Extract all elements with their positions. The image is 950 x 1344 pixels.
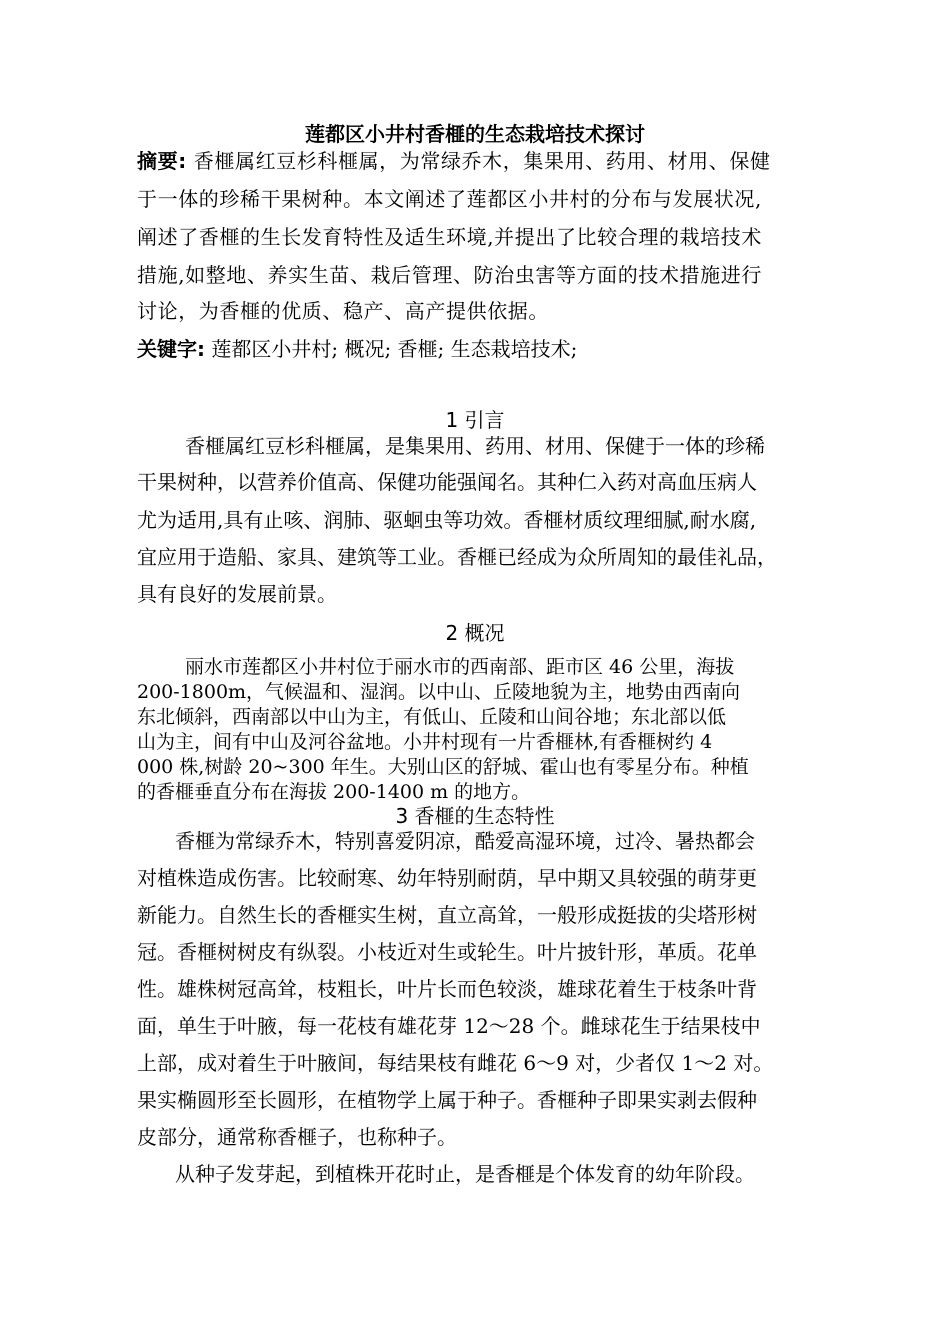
paragraph-line: 宜应用于造船、家具、建筑等工业。香榧已经成为众所周知的最佳礼品， xyxy=(137,545,777,569)
section-heading: 1 引言 xyxy=(445,408,505,432)
paragraph-line: 200-1800m，气候温和、湿润。以中山、丘陵地貌为主，地势由西南向 xyxy=(137,681,741,703)
paragraph-line: 皮部分，通常称香榧子，也称种子。 xyxy=(137,1125,457,1149)
paragraph-line: 新能力。自然生长的香榧实生树，直立高耸，一般形成挺拔的尖塔形树 xyxy=(137,903,757,927)
paragraph-line: 具有良好的发展前景。 xyxy=(137,582,337,606)
paper-title: 莲都区小井村香榧的生态栽培技术探讨 xyxy=(305,122,645,146)
abstract-line: 讨论，为香榧的优质、稳产、高产提供依据。 xyxy=(137,299,549,323)
paragraph-line: 面，单生于叶腋，每一花枝有雄花芽 12～28 个。雌球花生于结果枝中 xyxy=(137,1014,761,1038)
paragraph-line: 冠。香榧树树皮有纵裂。小枝近对生或轮生。叶片披针形，革质。花单 xyxy=(137,940,757,964)
paragraph-line: 东北倾斜，西南部以中山为主，有低山、丘陵和山间谷地；东北部以低 xyxy=(137,706,727,728)
abstract-label: 摘要: xyxy=(137,149,187,173)
paragraph-line: 000 株,树龄 20~300 年生。大别山区的舒城、霍山也有零星分布。种植 xyxy=(137,756,749,778)
keywords-line xyxy=(137,337,850,361)
paragraph-line: 香榧为常绿乔木，特别喜爱阴凉，酷爱高湿环境，过冷、暑热都会 xyxy=(175,829,755,853)
section-heading: 3 香榧的生态特性 xyxy=(395,804,555,828)
paragraph-line: 从种子发芽起，到植株开花时止，是香榧是个体发育的幼年阶段。 xyxy=(175,1162,755,1186)
paragraph-line: 果实椭圆形至长圆形，在植物学上属于种子。香榧种子即果实剥去假种 xyxy=(137,1088,757,1112)
abstract-line: 措施,如整地、养实生苗、栽后管理、防治虫害等方面的技术措施进行 xyxy=(137,263,762,287)
paragraph-line: 山为主，间有中山及河谷盆地。小井村现有一片香榧林,有香榧树约 4 xyxy=(137,731,713,753)
paragraph-line: 的香榧垂直分布在海拔 200-1400 m 的地方。 xyxy=(137,781,531,803)
section-heading: 2 概况 xyxy=(445,621,505,645)
abstract-text: 香榧属红豆杉科榧属，为常绿乔木，集果用、药用、材用、保健 xyxy=(193,149,771,173)
paragraph-line: 干果树种，以营养价值高、保健功能强闻名。其种仁入药对高血压病人 xyxy=(137,470,757,494)
paragraph-line: 香榧属红豆杉科榧属，是集果用、药用、材用、保健于一体的珍稀 xyxy=(185,434,765,458)
paragraph-line: 对植株造成伤害。比较耐寒、幼年特别耐荫，早中期又具较强的萌芽更 xyxy=(137,866,757,890)
abstract-line xyxy=(137,149,850,173)
keywords-text: 莲都区小井村; 概况; 香榧; 生态栽培技术; xyxy=(211,337,578,361)
abstract-line: 于一体的珍稀干果树种。本文阐述了莲都区小井村的分布与发展状况, xyxy=(137,187,762,211)
paragraph-line: 丽水市莲都区小井村位于丽水市的西南部、距市区 46 公里，海拔 xyxy=(185,656,735,678)
paragraph-line: 性。雄株树冠高耸，枝粗长，叶片长而色较淡，雄球花着生于枝条叶背 xyxy=(137,977,757,1001)
keywords-label: 关键字: xyxy=(137,337,205,361)
abstract-line: 阐述了香榧的生长发育特性及适生环境,并提出了比较合理的栽培技术 xyxy=(137,225,762,249)
paragraph-line: 尤为适用,具有止咳、润肺、驱蛔虫等功效。香榧材质纹理细腻,耐水腐, xyxy=(137,508,757,532)
paragraph-line: 上部，成对着生于叶腋间，每结果枝有雌花 6～9 对，少者仅 1～2 对。 xyxy=(137,1051,774,1075)
